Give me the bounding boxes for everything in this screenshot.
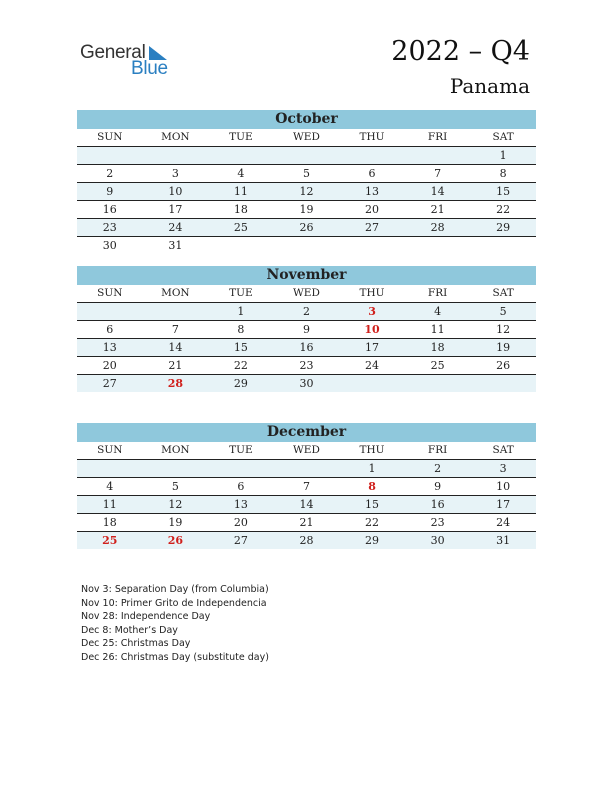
week-row: [77, 165, 536, 183]
date-cell: 29: [496, 221, 511, 234]
holiday-note: Dec 26: Christmas Day (substitute day): [81, 651, 269, 663]
date-cell: 13: [102, 341, 117, 354]
weekday-label: WED: [293, 287, 320, 299]
weekday-label: WED: [293, 444, 320, 456]
weekday-header-row: [77, 442, 536, 460]
date-cell: 16: [430, 498, 445, 511]
date-cell: 21: [430, 203, 445, 216]
holiday-note: Dec 25: Christmas Day: [81, 638, 191, 649]
date-cell: 6: [106, 323, 114, 336]
empty-date-cell: [405, 237, 471, 254]
date-cell: 19: [299, 203, 314, 216]
date-cell: 3: [171, 167, 179, 180]
month-october: [77, 110, 536, 254]
empty-date-cell: [274, 237, 340, 254]
date-cell: 18: [102, 516, 117, 529]
holiday-note: Dec 8: Mother’s Day: [81, 624, 178, 636]
holiday-notes: [81, 583, 269, 664]
date-cell: 14: [168, 341, 183, 354]
week-row: [77, 532, 536, 549]
holiday-date-cell: 3: [368, 305, 376, 318]
empty-date-cell: [143, 147, 209, 164]
date-cell: 1: [499, 149, 507, 162]
date-cell: 5: [302, 167, 310, 180]
weekday-label: SUN: [97, 131, 123, 143]
date-cell: 2: [302, 305, 310, 318]
date-cell: 19: [168, 516, 183, 529]
date-cell: 9: [302, 323, 310, 336]
empty-date-cell: [274, 460, 340, 477]
date-cell: 17: [365, 341, 380, 354]
date-cell: 7: [302, 480, 310, 493]
empty-date-cell: [339, 375, 405, 392]
week-row: [77, 514, 536, 532]
date-cell: 19: [496, 341, 511, 354]
weekday-label: FRI: [427, 131, 448, 143]
date-cell: 27: [365, 221, 380, 234]
date-cell: 29: [365, 534, 380, 547]
week-row: [77, 478, 536, 496]
date-cell: 20: [102, 359, 117, 372]
date-cell: 14: [430, 185, 445, 198]
weekday-label: TUE: [229, 287, 253, 299]
date-cell: 1: [368, 462, 376, 475]
logo-general-text: General: [80, 42, 146, 63]
weekday-label: FRI: [427, 444, 448, 456]
date-cell: 12: [168, 498, 183, 511]
date-cell: 6: [237, 480, 245, 493]
empty-date-cell: [208, 147, 274, 164]
date-cell: 20: [233, 516, 248, 529]
weekday-label: SAT: [492, 287, 514, 299]
date-cell: 3: [499, 462, 507, 475]
logo: [80, 42, 180, 78]
date-cell: 15: [365, 498, 380, 511]
date-cell: 29: [233, 377, 248, 390]
week-row: [77, 375, 536, 392]
page-title: 2022 – Q4: [391, 36, 530, 67]
date-cell: 5: [171, 480, 179, 493]
week-row: [77, 321, 536, 339]
date-cell: 11: [102, 498, 117, 511]
date-cell: 26: [496, 359, 511, 372]
holiday-date-cell: 26: [167, 534, 183, 547]
weekday-label: FRI: [427, 287, 448, 299]
weekday-label: WED: [293, 131, 320, 143]
date-cell: 27: [102, 377, 117, 390]
month-name: December: [77, 423, 536, 442]
weekday-label: MON: [161, 131, 190, 143]
date-cell: 16: [102, 203, 117, 216]
logo-blue-text: Blue: [131, 58, 168, 79]
date-cell: 22: [496, 203, 511, 216]
date-cell: 26: [299, 221, 314, 234]
week-row: [77, 339, 536, 357]
date-cell: 17: [496, 498, 511, 511]
date-cell: 4: [237, 167, 245, 180]
date-cell: 9: [106, 185, 114, 198]
date-cell: 10: [496, 480, 511, 493]
weekday-label: SUN: [97, 444, 123, 456]
date-cell: 22: [233, 359, 248, 372]
holiday-date-cell: 25: [102, 534, 118, 547]
date-cell: 7: [171, 323, 179, 336]
holiday-note: Nov 3: Separation Day (from Columbia): [81, 584, 269, 595]
date-cell: 23: [430, 516, 445, 529]
empty-date-cell: [77, 303, 143, 320]
empty-date-cell: [405, 375, 471, 392]
date-cell: 15: [496, 185, 511, 198]
date-cell: 21: [299, 516, 314, 529]
date-cell: 8: [499, 167, 507, 180]
weekday-header-row: [77, 129, 536, 147]
date-cell: 2: [106, 167, 114, 180]
week-row: [77, 183, 536, 201]
date-cell: 8: [237, 323, 245, 336]
date-cell: 30: [430, 534, 445, 547]
week-row: [77, 460, 536, 478]
week-row: [77, 219, 536, 237]
date-cell: 24: [168, 221, 183, 234]
empty-date-cell: [208, 237, 274, 254]
date-cell: 6: [368, 167, 376, 180]
week-row: [77, 201, 536, 219]
date-cell: 23: [102, 221, 117, 234]
date-cell: 13: [365, 185, 380, 198]
empty-date-cell: [339, 147, 405, 164]
week-row: [77, 303, 536, 321]
weekday-header-row: [77, 285, 536, 303]
date-cell: 1: [237, 305, 245, 318]
empty-date-cell: [77, 147, 143, 164]
holiday-note: Nov 28: Independence Day: [81, 611, 211, 622]
date-cell: 4: [106, 480, 114, 493]
week-row: [77, 357, 536, 375]
empty-date-cell: [143, 460, 209, 477]
date-cell: 4: [434, 305, 442, 318]
date-cell: 22: [365, 516, 380, 529]
weekday-label: SUN: [97, 287, 123, 299]
holiday-date-cell: 28: [167, 377, 183, 390]
date-cell: 12: [299, 185, 314, 198]
date-cell: 11: [233, 185, 248, 198]
country-name: Panama: [449, 74, 530, 98]
date-cell: 25: [430, 359, 445, 372]
date-cell: 28: [430, 221, 445, 234]
month-november: [77, 266, 536, 392]
date-cell: 30: [102, 239, 117, 252]
date-cell: 31: [496, 534, 511, 547]
date-cell: 28: [299, 534, 314, 547]
date-cell: 11: [430, 323, 445, 336]
weekday-label: TUE: [229, 444, 253, 456]
date-cell: 18: [233, 203, 248, 216]
weekday-label: MON: [161, 444, 190, 456]
date-cell: 7: [434, 167, 442, 180]
date-cell: 18: [430, 341, 445, 354]
month-december: [77, 423, 536, 549]
date-cell: 30: [299, 377, 314, 390]
weekday-label: THU: [359, 444, 385, 456]
holiday-note: Nov 10: Primer Grito de Independencia: [81, 597, 267, 609]
date-cell: 5: [499, 305, 507, 318]
week-row: [77, 237, 536, 254]
empty-date-cell: [274, 147, 340, 164]
date-cell: 24: [496, 516, 511, 529]
week-row: [77, 496, 536, 514]
empty-date-cell: [470, 237, 536, 254]
date-cell: 9: [434, 480, 442, 493]
weekday-label: MON: [161, 287, 190, 299]
date-cell: 12: [496, 323, 511, 336]
weekday-label: THU: [359, 131, 385, 143]
empty-date-cell: [470, 375, 536, 392]
empty-date-cell: [77, 460, 143, 477]
date-cell: 15: [233, 341, 248, 354]
date-cell: 23: [299, 359, 314, 372]
weekday-label: SAT: [492, 131, 514, 143]
date-cell: 16: [299, 341, 314, 354]
weekday-label: SAT: [492, 444, 514, 456]
month-name: October: [77, 110, 536, 129]
date-cell: 21: [168, 359, 183, 372]
date-cell: 17: [168, 203, 183, 216]
date-cell: 10: [168, 185, 183, 198]
date-cell: 27: [233, 534, 248, 547]
holiday-date-cell: 10: [364, 323, 380, 336]
empty-date-cell: [143, 303, 209, 320]
date-cell: 25: [233, 221, 248, 234]
week-row: [77, 147, 536, 165]
date-cell: 13: [233, 498, 248, 511]
date-cell: 24: [365, 359, 380, 372]
holiday-date-cell: 8: [368, 480, 376, 493]
date-cell: 2: [434, 462, 442, 475]
empty-date-cell: [208, 460, 274, 477]
weekday-label: THU: [359, 287, 385, 299]
date-cell: 20: [365, 203, 380, 216]
month-name: November: [77, 266, 536, 285]
date-cell: 14: [299, 498, 314, 511]
date-cell: 31: [168, 239, 183, 252]
weekday-label: TUE: [229, 131, 253, 143]
empty-date-cell: [339, 237, 405, 254]
empty-date-cell: [405, 147, 471, 164]
